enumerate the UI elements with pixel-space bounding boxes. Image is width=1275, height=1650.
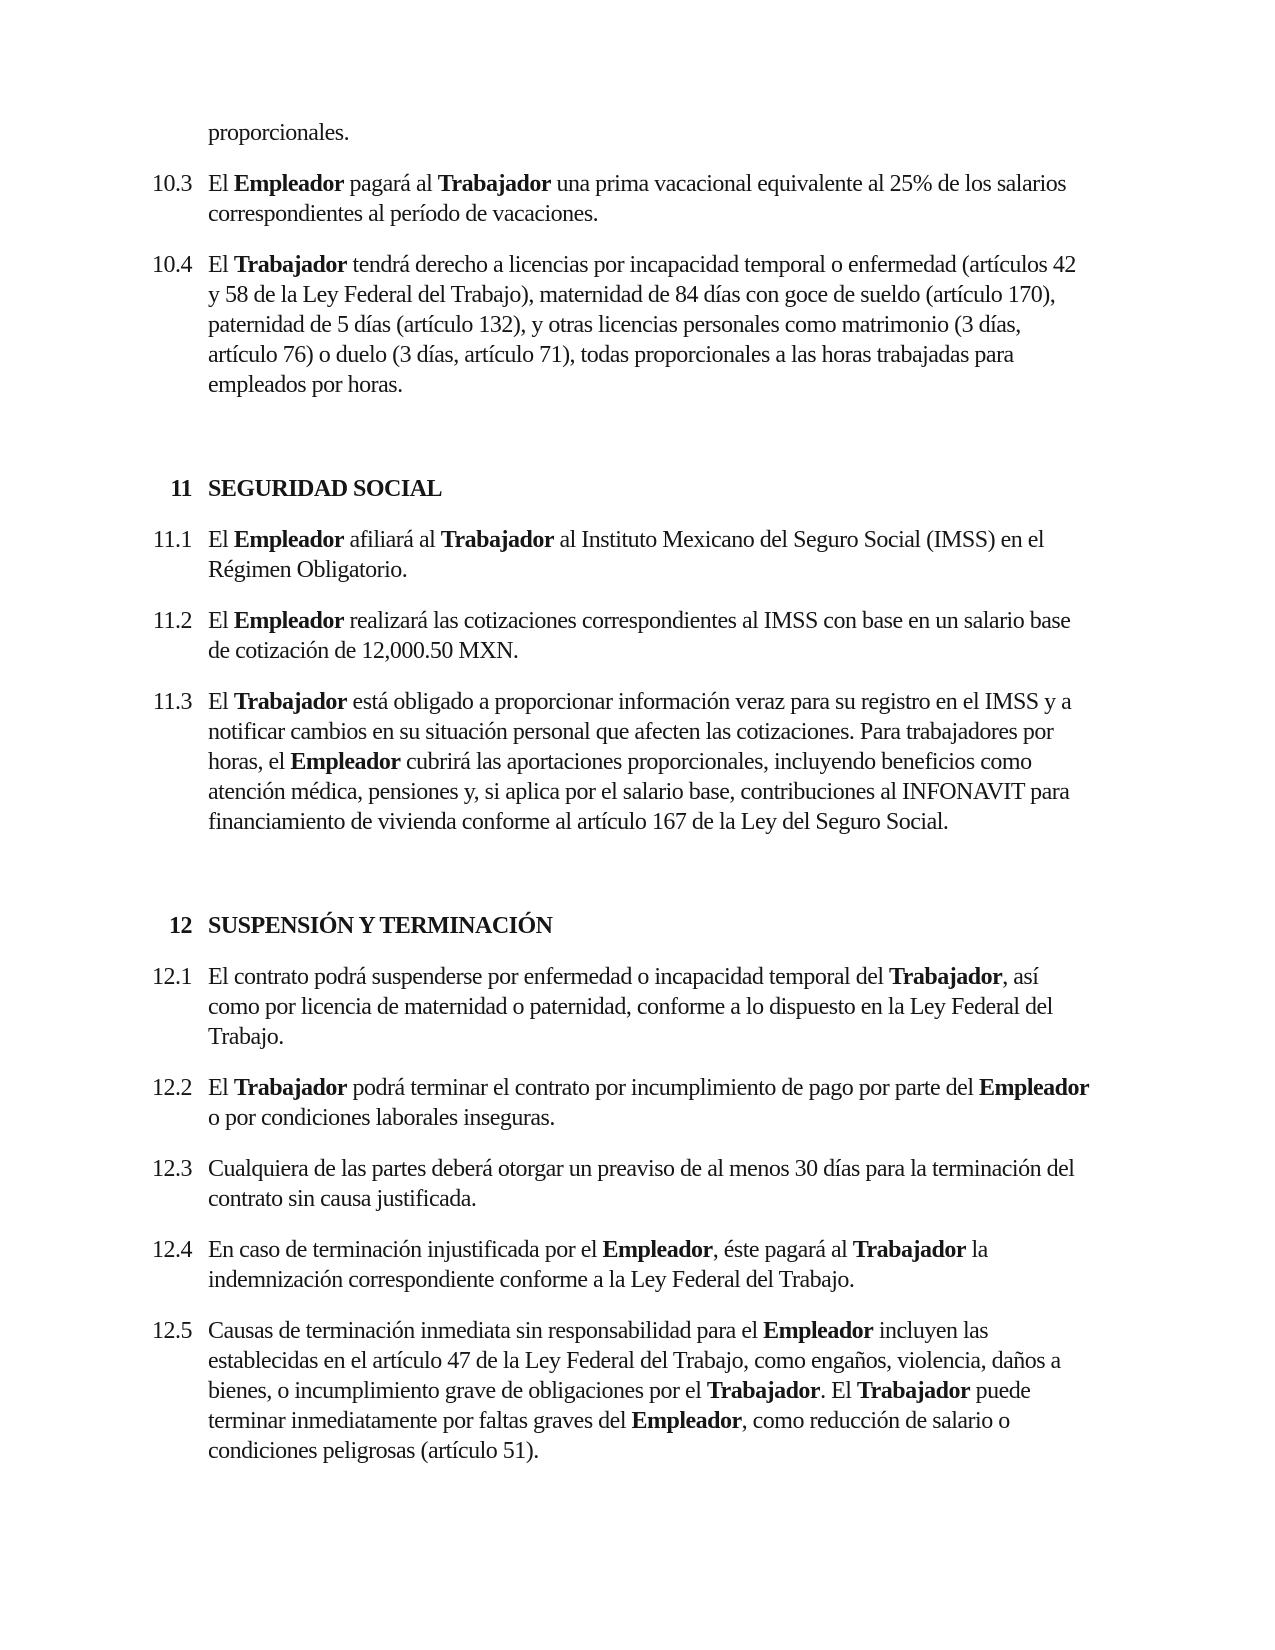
- section-heading-11: [135, 474, 1275, 504]
- text-run: tendrá derecho a licencias por incapacidad temporal o enfermedad (artículos 42 y 58 de la Ley Federal del Trabajo), maternidad de 84 días con goce de sueldo (artículo 170), paternidad de 5 días (artículo 132), y otras licencias personales como matrimonio (3 días, artículo 76) o duelo (3 días, artículo 71), todas proporcionales a las horas trabajadas para empleados por horas.: [208, 252, 1076, 398]
- text-run: Causas de terminación inmediata sin responsabilidad para el: [208, 1318, 764, 1344]
- text-run: puede terminar inmediatamente por faltas graves del: [208, 1378, 1031, 1434]
- defined-term: Trabajador: [856, 1378, 971, 1404]
- clause-10-4: [135, 250, 1275, 400]
- defined-term: Empleador: [290, 749, 401, 775]
- clause-number: 12.1: [152, 964, 192, 990]
- clause-number: 12.4: [152, 1237, 192, 1263]
- defined-term: Empleador: [233, 527, 344, 553]
- section-number: 11: [170, 476, 192, 502]
- text-run: El: [208, 608, 234, 634]
- clause-text: [208, 1073, 1090, 1133]
- clause-text: [208, 169, 1090, 229]
- clause-11-2: [135, 606, 1275, 666]
- text-run: afiliará al: [344, 527, 441, 553]
- clause-text: [208, 1316, 1090, 1466]
- defined-term: Empleador: [233, 608, 344, 634]
- clause-text: [208, 118, 1090, 148]
- clause-number: 12.3: [152, 1156, 192, 1182]
- text-run: El: [208, 171, 234, 197]
- paragraph-continuation: [135, 118, 1275, 148]
- text-run: incluyen las establecidas en el artículo 47 de la Ley Federal del Trabajo, como engaños, violencia, daños a bienes, o incumplimiento grave de obligaciones por el: [208, 1318, 1061, 1404]
- clause-number: 10.4: [152, 252, 192, 278]
- text-run: pagará al: [344, 171, 438, 197]
- text-run: En caso de terminación injustificada por el: [208, 1237, 603, 1263]
- text-run: Cualquiera de las partes deberá otorgar un preaviso de al menos 30 días para la terminación del contrato sin causa justificada.: [208, 1156, 1075, 1212]
- text-run: El: [208, 252, 234, 278]
- defined-term: Trabajador: [233, 689, 348, 715]
- text-run: proporcionales.: [208, 120, 350, 146]
- section-heading-12: [135, 911, 1275, 941]
- text-run: al Instituto Mexicano del Seguro Social (IMSS) en el Régimen Obligatorio.: [208, 527, 1045, 583]
- clause-11-3: [135, 687, 1275, 837]
- text-run: El contrato podrá suspenderse por enfermedad o incapacidad temporal del: [208, 964, 890, 990]
- section-title: SUSPENSIÓN Y TERMINACIÓN: [208, 913, 553, 939]
- text-run: está obligado a proporcionar información veraz para su registro en el IMSS y a notificar cambios en su situación personal que afecten las cotizaciones. Para trabajadores por horas, el: [208, 689, 1072, 775]
- defined-term: Trabajador: [233, 252, 348, 278]
- defined-term: Empleador: [602, 1237, 713, 1263]
- clause-12-1: [135, 962, 1275, 1052]
- text-run: realizará las cotizaciones correspondientes al IMSS con base en un salario base de cotización de 12,000.50 MXN.: [208, 608, 1071, 664]
- clause-text: [208, 525, 1090, 585]
- text-run: , como reducción de salario o condiciones peligrosas (artículo 51).: [208, 1408, 1010, 1464]
- defined-term: Empleador: [233, 171, 344, 197]
- text-run: , éste pagará al: [712, 1237, 853, 1263]
- text-run: El: [208, 527, 234, 553]
- clause-text: [208, 687, 1090, 837]
- clause-number: 12.5: [152, 1318, 192, 1344]
- clause-10-3: [135, 169, 1275, 229]
- clause-12-2: [135, 1073, 1275, 1133]
- text-run: o por condiciones laborales inseguras.: [208, 1105, 555, 1131]
- clause-text: [208, 606, 1090, 666]
- clause-number: 11.2: [152, 608, 192, 634]
- clause-12-4: [135, 1235, 1275, 1295]
- defined-term: Trabajador: [889, 964, 1003, 990]
- text-run: la indemnización correspondiente conforme a la Ley Federal del Trabajo.: [208, 1237, 988, 1293]
- defined-term: Empleador: [631, 1408, 742, 1434]
- defined-term: Trabajador: [437, 171, 551, 197]
- clause-number: 12.2: [152, 1075, 192, 1101]
- section-number: 12: [169, 913, 192, 939]
- clause-11-1: [135, 525, 1275, 585]
- clause-text: [208, 1154, 1090, 1214]
- text-run: El: [208, 1075, 234, 1101]
- defined-term: Trabajador: [233, 1075, 348, 1101]
- clause-12-3: [135, 1154, 1275, 1214]
- section-title: SEGURIDAD SOCIAL: [208, 476, 443, 502]
- clause-12-5: [135, 1316, 1275, 1466]
- text-run: , así como por licencia de maternidad o paternidad, conforme a lo dispuesto en la Ley Federal del Trabajo.: [208, 964, 1053, 1050]
- defined-term: Trabajador: [440, 527, 554, 553]
- defined-term: Empleador: [979, 1075, 1090, 1101]
- text-run: podrá terminar el contrato por incumplimiento de pago por parte del: [347, 1075, 979, 1101]
- clause-number: 11.3: [152, 689, 192, 715]
- text-run: . El: [820, 1378, 857, 1404]
- text-run: una prima vacacional equivalente al 25% de los salarios correspondientes al período de vacaciones.: [208, 171, 1067, 227]
- defined-term: Trabajador: [706, 1378, 821, 1404]
- text-run: El: [208, 689, 234, 715]
- text-run: cubrirá las aportaciones proporcionales, incluyendo beneficios como atención médica, pensiones y, si aplica por el salario base, contribuciones al INFONAVIT para financiamiento de vivienda conforme al artículo 167 de la Ley del Seguro Social.: [208, 749, 1070, 835]
- defined-term: Trabajador: [852, 1237, 967, 1263]
- clause-text: [208, 962, 1090, 1052]
- clause-number: 10.3: [152, 171, 192, 197]
- clause-text: [208, 1235, 1090, 1295]
- clause-number: 11.1: [152, 527, 192, 553]
- defined-term: Empleador: [763, 1318, 874, 1344]
- clause-text: [208, 250, 1090, 400]
